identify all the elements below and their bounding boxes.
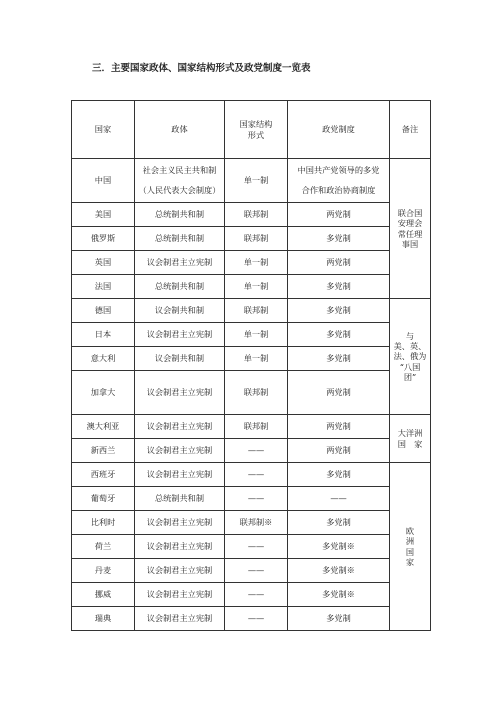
cell-party-system: 多党制 (288, 227, 390, 251)
cell-structure: 单一制 (225, 251, 288, 275)
cell-polity: 议会制君主立宪制 (135, 511, 225, 535)
cell-structure: 联邦制※ (225, 511, 288, 535)
cell-country: 法国 (72, 275, 135, 299)
cell-polity: 议会制君主立宪制 (135, 371, 225, 415)
cell-structure: —— (225, 607, 288, 631)
header-note: 备注 (390, 101, 431, 159)
cell-polity: 议会制君主立宪制 (135, 535, 225, 559)
table-row (72, 583, 431, 607)
cell-party-system: 多党制 (288, 275, 390, 299)
cell-country: 英国 (72, 251, 135, 275)
cell-country: 美国 (72, 203, 135, 227)
table-row (72, 159, 431, 203)
cell-polity: 议会制君主立宪制 (135, 439, 225, 463)
cell-structure: —— (225, 583, 288, 607)
cell-country: 西班牙 (72, 463, 135, 487)
cell-polity: 总统制共和制 (135, 227, 225, 251)
cell-structure: 单一制 (225, 323, 288, 347)
cell-structure: —— (225, 439, 288, 463)
cell-party-system: 多党制※ (288, 559, 390, 583)
table-row (72, 203, 431, 227)
cell-polity: 议会制君主立宪制 (135, 463, 225, 487)
cell-structure: —— (225, 535, 288, 559)
table-row (72, 559, 431, 583)
cell-polity: 议会制君主立宪制 (135, 583, 225, 607)
cell-polity: 议会制君主立宪制 (135, 559, 225, 583)
country-system-table (71, 100, 431, 631)
table-row (72, 227, 431, 251)
cell-country: 瑞典 (72, 607, 135, 631)
header-country: 国家 (72, 101, 135, 159)
cell-country: 挪威 (72, 583, 135, 607)
table-row (72, 535, 431, 559)
table-row (72, 511, 431, 535)
cell-country: 丹麦 (72, 559, 135, 583)
cell-country: 荷兰 (72, 535, 135, 559)
cell-polity: 议会制君主立宪制 (135, 607, 225, 631)
cell-party-system: 多党制 (288, 347, 390, 371)
cell-party-system: 多党制※ (288, 535, 390, 559)
cell-polity: 社会主义民主共和制 （人民代表大会制度） (135, 159, 225, 203)
cell-polity: 总统制共和制 (135, 487, 225, 511)
table-row (72, 347, 431, 371)
cell-structure: 联邦制 (225, 203, 288, 227)
table-row (72, 371, 431, 415)
note-oceania: 大洋洲 国 家 (390, 415, 431, 463)
cell-party-system: 多党制 (288, 607, 390, 631)
header-party-system: 政党制度 (288, 101, 390, 159)
cell-country: 日本 (72, 323, 135, 347)
note-un-security-council: 联合国 安理会 常任理 事国 (390, 159, 431, 299)
cell-polity: 议会制君主立宪制 (135, 251, 225, 275)
note-europe: 欧 洲 国 家 (390, 463, 431, 631)
cell-party-system: 多党制 (288, 323, 390, 347)
cell-party-system: 两党制 (288, 371, 390, 415)
cell-party-system: 两党制 (288, 203, 390, 227)
cell-polity: 议会制君主立宪制 (135, 415, 225, 439)
cell-polity: 总统制共和制 (135, 203, 225, 227)
cell-structure: 单一制 (225, 159, 288, 203)
cell-country: 中国 (72, 159, 135, 203)
table-row (72, 299, 431, 323)
table-row (72, 607, 431, 631)
cell-structure: —— (225, 487, 288, 511)
table-row (72, 415, 431, 439)
section-title: 三．主要国家政体、国家结构形式及政党制度一览表 (92, 63, 311, 74)
cell-country: 意大利 (72, 347, 135, 371)
cell-country: 俄罗斯 (72, 227, 135, 251)
cell-country: 澳大利亚 (72, 415, 135, 439)
table-row (72, 275, 431, 299)
cell-polity: 议会制共和制 (135, 347, 225, 371)
table-row (72, 251, 431, 275)
cell-country: 新西兰 (72, 439, 135, 463)
header-polity: 政体 (135, 101, 225, 159)
cell-structure: 单一制 (225, 275, 288, 299)
cell-party-system: 两党制 (288, 439, 390, 463)
table-row (72, 487, 431, 511)
cell-party-system: 多党制 (288, 511, 390, 535)
cell-party-system: —— (288, 487, 390, 511)
cell-country: 加拿大 (72, 371, 135, 415)
table-row (72, 463, 431, 487)
cell-polity: 议会制共和制 (135, 299, 225, 323)
cell-structure: —— (225, 463, 288, 487)
cell-party-system: 两党制 (288, 251, 390, 275)
cell-structure: —— (225, 559, 288, 583)
cell-structure: 联邦制 (225, 415, 288, 439)
table-header-row (72, 101, 431, 159)
cell-party-system: 中国共产党领导的多党 合作和政治协商制度 (288, 159, 390, 203)
note-group-of-eight: 与 美、英、 法、俄为 “八国 团” (390, 299, 431, 415)
header-structure: 国家结构 形式 (225, 101, 288, 159)
cell-country: 比利时 (72, 511, 135, 535)
cell-structure: 联邦制 (225, 227, 288, 251)
table-row (72, 439, 431, 463)
cell-structure: 单一制 (225, 347, 288, 371)
cell-structure: 联邦制 (225, 371, 288, 415)
cell-party-system: 多党制 (288, 463, 390, 487)
cell-polity: 总统制共和制 (135, 275, 225, 299)
cell-polity: 议会制君主立宪制 (135, 323, 225, 347)
cell-country: 葡萄牙 (72, 487, 135, 511)
cell-party-system: 多党制※ (288, 583, 390, 607)
cell-party-system: 多党制 (288, 299, 390, 323)
cell-country: 德国 (72, 299, 135, 323)
cell-party-system: 两党制 (288, 415, 390, 439)
table-row (72, 323, 431, 347)
cell-structure: 联邦制 (225, 299, 288, 323)
